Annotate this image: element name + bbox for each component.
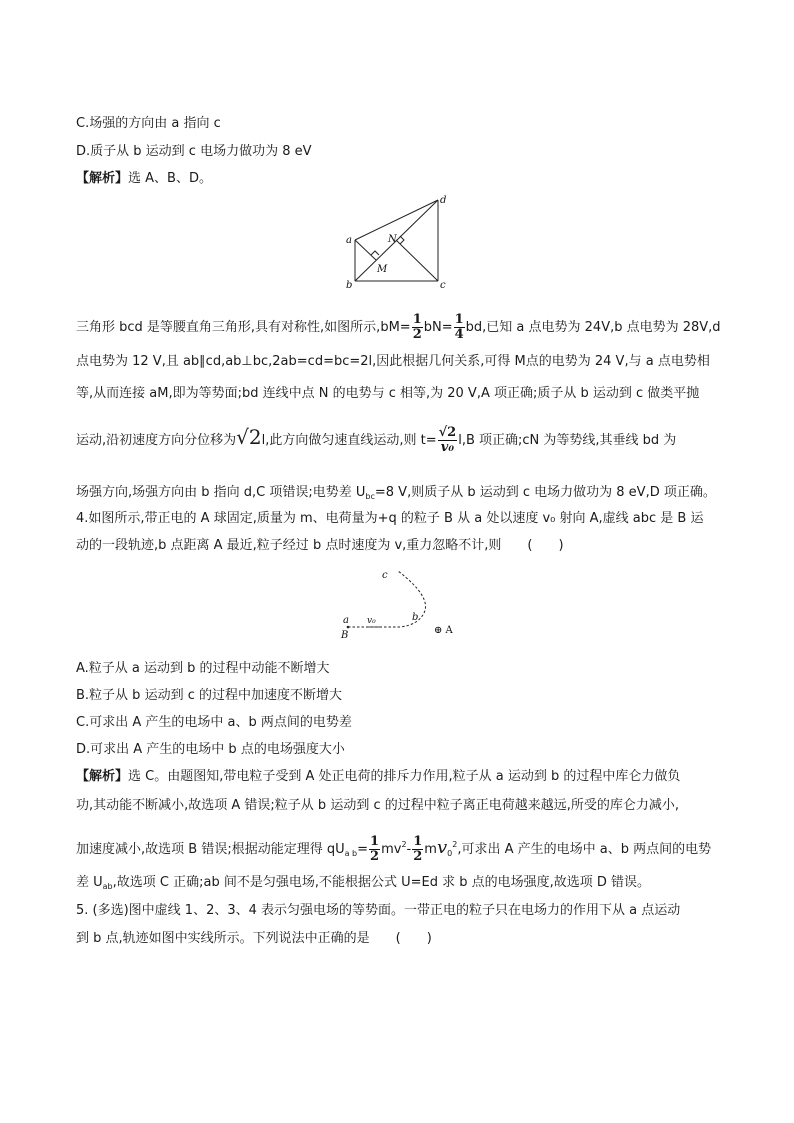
label-c: c xyxy=(440,280,446,291)
right-angle-N xyxy=(400,236,404,244)
label-N: N xyxy=(388,234,397,245)
right-angle-M xyxy=(371,251,379,255)
label-b: b xyxy=(346,280,353,291)
q5-stem-line2: 到 b 点,轨迹如图中实线所示。下列说法中正确的是 ( ) xyxy=(76,931,432,946)
option-c: C.场强的方向由 a 指向 c xyxy=(76,116,221,131)
para1-line5: 场强方向,场强方向由 b 指向 d,C 项错误;电势差 $U_{bc}=8$ V,则质子从 b 运动到 c 电场力做功为 8 eV,D 项正确。 xyxy=(76,485,716,501)
q4-stem-line1: 4.如图所示,带正电的 A 球固定,质量为 m、电荷量为+q 的粒子 B 从 a 处以速度 v₀ 射向 A,虚线 abc 是 B 运 xyxy=(76,511,704,526)
label-M: M xyxy=(377,264,388,275)
q4-stem-line2: 动的一段轨迹,b 点距离 A 最近,粒子经过 b 点时速度为 v,重力忽略不计,则 ( ) xyxy=(76,538,564,553)
q4-option-c: C.可求出 A 产生的电场中 a、b 两点间的电势差 xyxy=(76,715,352,730)
q4-analysis-line1: 【解析】选 C。由题图知,带电粒子受到 A 处正电荷的排斥力作用,粒子从 a 运动到 b 的过程中库仑力做负 xyxy=(76,769,681,784)
para1-line3: 等,从而连接 aM,即为等势面;bd 连线中点 N 的电势与 c 相等,为 20 V,A 项正确;质子从 b 运动到 c 做类平抛 xyxy=(76,386,700,401)
fraction-half-2: $\frac{1}{2}$ xyxy=(413,834,423,864)
segment-Nc xyxy=(396,240,438,281)
fraction-t: $\frac{√2}{\text{v₀}}$ xyxy=(438,425,457,455)
label-c: c xyxy=(382,570,388,581)
trajectory-figure xyxy=(336,563,466,643)
q4-analysis-line2: 功,其动能不断减小,故选项 A 错误;粒子从 b 运动到 c 的过程中粒子离正电荷越来越远,所受的库仑力减小, xyxy=(76,798,679,813)
q4-option-d: D.可求出 A 产生的电场中 b 点的电场强度大小 xyxy=(76,742,345,757)
para1-line2: 点电势为 12 V,且 ab∥cd,ab⊥bc,2ab=cd=bc=2l,因此根据几何关系,可得 M点的电势为 24 V,与 a 点电势相 xyxy=(76,354,710,369)
analysis-answer: 选 A、B、D。 xyxy=(128,171,212,186)
label-B: B xyxy=(341,630,349,641)
point-a xyxy=(347,626,350,629)
fraction-half-1: $\frac{1}{2}$ xyxy=(370,834,380,864)
q4-option-a: A.粒子从 a 运动到 b 的过程中动能不断增大 xyxy=(76,661,330,676)
label-a: a xyxy=(346,235,352,246)
para1-line1: 三角形 bcd 是等腰直角三角形,具有对称性,如图所示,bM= $\frac{1}{2}$ bN= $\frac{1}{4}$ bd,已知 a 点电势为 24V,b 点电势为 28V,d xyxy=(76,312,721,342)
segment-aM xyxy=(355,240,376,260)
q5-stem-line1: 5. (多选)图中虚线 1、2、3、4 表示匀强电场的等势面。一带正电的粒子只在电场力的作用下从 a 点运动 xyxy=(76,903,681,918)
fraction-1-2: $\frac{1}{2}$ xyxy=(412,312,422,342)
q4-option-b: B.粒子从 b 运动到 c 的过程中加速度不断增大 xyxy=(76,688,342,703)
sqrt2: √2 xyxy=(236,425,262,449)
q4-analysis-line3: 加速度减小,故选项 B 错误;根据动能定理得 $qU_{a b}=$ $\frac{1}{2}$ $mv^2-$ $\frac{1}{2}$ $mv_0^2$,可求出 A 产生的电场中 a、b 两点间的电势 xyxy=(76,834,712,864)
label-v0: v₀ xyxy=(367,616,376,626)
q4-analysis-line4: 差 $U_{ab}$,故选项 C 正确;ab 间不是匀强电场,不能根据公式 U=Ed 求 b 点的电场强度,故选项 D 错误。 xyxy=(76,875,651,891)
option-d: D.质子从 b 运动到 c 电场力做功为 8 eV xyxy=(76,144,312,159)
v0-squared: v xyxy=(436,837,448,858)
analysis-header xyxy=(76,170,726,188)
fraction-1-4: $\frac{1}{4}$ xyxy=(454,312,464,342)
label-a: a xyxy=(343,615,349,626)
label-b: b xyxy=(412,612,419,623)
label-d: d xyxy=(440,195,447,206)
analysis-tag: 【解析】 xyxy=(76,171,129,186)
triangle-figure xyxy=(340,192,460,292)
analysis-tag: 【解析】 xyxy=(76,769,129,784)
label-A-charge: ⊕ A xyxy=(434,625,453,636)
para1-line4: 运动,沿初速度方向分位移为√2l,此方向做匀速直线运动,则 t= $\frac{√2}{\text{v₀}}$ l,B 项正确;cN 为等势线,其垂线 bd 为 xyxy=(76,425,677,455)
